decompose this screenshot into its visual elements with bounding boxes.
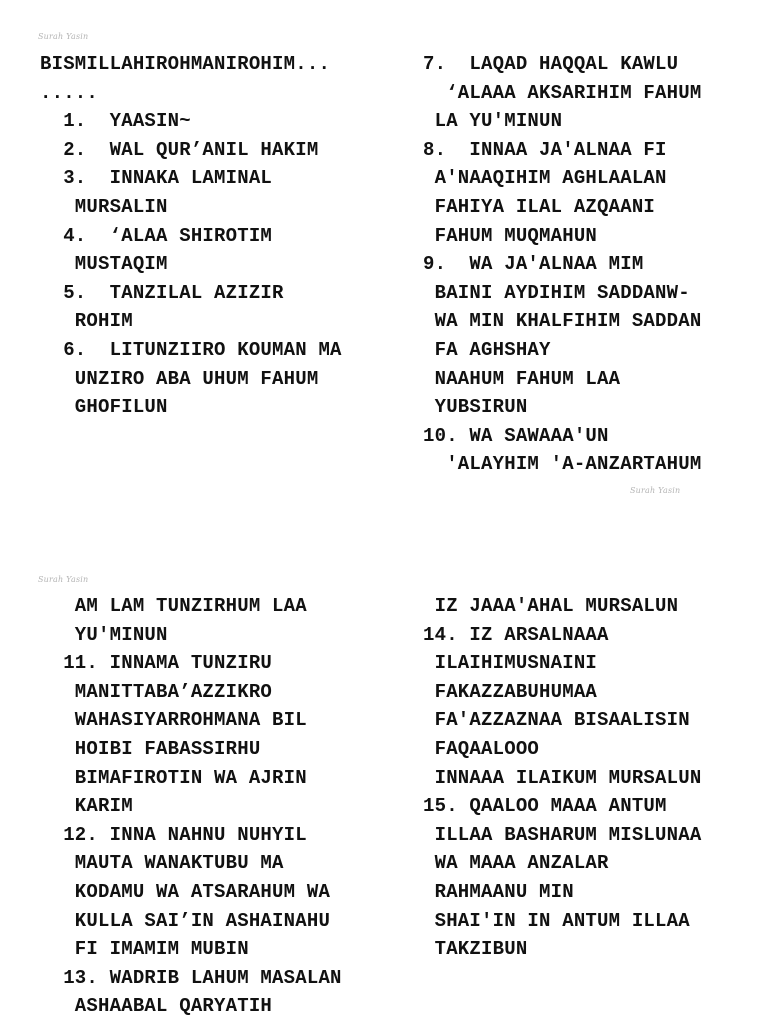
verse-line: 3. INNAKA LAMINAL [40,167,273,190]
verse-line: ILAIHIMUSNAINI [423,652,598,675]
verse-line: INNAAA ILAIKUM MURSALUN [423,766,702,789]
verse-line: 1. YAASIN~ [40,110,191,133]
verse-line: GHOFILUN [40,396,168,419]
verse-line: ROHIM [40,310,133,333]
verse-line: WA MAAA ANZALAR [423,852,609,875]
verse-line: 6. LITUNZIIRO KOUMAN MA [40,338,342,361]
verse-line: 9. WA JA'ALNAA MIM [423,253,644,276]
verse-line: FA'AZZAZNAA BISAALISIN [423,709,690,732]
verse-line: 14. IZ ARSALNAAA [423,623,609,646]
verse-line: YUBSIRUN [423,396,528,419]
verse-line: LA YU'MINUN [423,110,563,133]
verse-line: 15. QAALOO MAAA ANTUM [423,795,667,818]
verse-line: RAHMAANU MIN [423,880,574,903]
verse-line: 11. INNAMA TUNZIRU [40,652,273,675]
left-column [40,592,385,1021]
verse-line: WAHASIYARROHMANA BIL [40,709,307,732]
verse-line: 5. TANZILAL AZIZIR [40,281,284,304]
verse-line: SHAI'IN IN ANTUM ILLAA [423,909,690,932]
verse-line: KARIM [40,795,133,818]
watermark-top: Surah Yasin [38,32,89,41]
right-column [423,592,763,964]
verse-line: FAKAZZABUHUMAA [423,680,598,703]
watermark-top: Surah Yasin [38,575,89,584]
verse-line: FAHUM MUQMAHUN [423,224,598,247]
verse-line: 8. INNAA JA'ALNAA FI [423,138,667,161]
verse-line: FI IMAMIM MUBIN [40,938,249,961]
verse-line: 10. WA SAWAAA'UN [423,424,609,447]
verse-line: YU'MINUN [40,623,168,646]
verse-line: ASHAABAL QARYATIH [40,995,273,1018]
verse-line: ILLAA BASHARUM MISLUNAA [423,823,702,846]
verse-line: MANITTABA’AZZIKRO [40,680,273,703]
verse-line: ..... [40,81,99,104]
verse-line: 2. WAL QUR’ANIL HAKIM [40,138,319,161]
verse-line: BISMILLAHIROHMANIROHIM... [40,53,331,75]
verse-line: MUSTAQIM [40,253,168,276]
verse-line: 4. ‘ALAA SHIROTIM [40,224,273,247]
verse-line: NAAHUM FAHUM LAA [423,367,621,390]
verse-line: FAHIYA ILAL AZQAANI [423,195,656,218]
verse-line: WA MIN KHALFIHIM SADDAN [423,310,702,333]
verse-line: FAQAALOOO [423,737,540,760]
verse-line: BAINI AYDIHIM SADDANW- [423,281,690,304]
verse-line: UNZIRO ABA UHUM FAHUM [40,367,319,390]
watermark-bottom: Surah Yasin [630,486,681,495]
right-column [423,50,763,479]
verse-line: TAKZIBUN [423,938,528,961]
verse-line: ‘ALAAA AKSARIHIM FAHUM [423,81,702,104]
verse-line: IZ JAAA'AHAL MURSALUN [423,595,679,617]
verse-line: MAUTA WANAKTUBU MA [40,852,284,875]
verse-line: 13. WADRIB LAHUM MASALAN [40,966,342,989]
document-page-2 [0,560,768,1024]
verse-line: A'NAAQIHIM AGHLAALAN [423,167,667,190]
verse-line: MURSALIN [40,195,168,218]
verse-line: FA AGHSHAY [423,338,551,361]
verse-line: AM LAM TUNZIRHUM LAA [40,595,307,617]
verse-line: 12. INNA NAHNU NUHYIL [40,823,307,846]
verse-line: KULLA SAI’IN ASHAINAHU [40,909,331,932]
verse-line: HOIBI FABASSIRHU [40,737,261,760]
left-column [40,50,385,422]
verse-line: 7. LAQAD HAQQAL KAWLU [423,53,679,75]
verse-line: KODAMU WA ATSARAHUM WA [40,880,331,903]
verse-line: BIMAFIROTIN WA AJRIN [40,766,307,789]
verse-line: 'ALAYHIM 'A-ANZARTAHUM [423,453,702,476]
